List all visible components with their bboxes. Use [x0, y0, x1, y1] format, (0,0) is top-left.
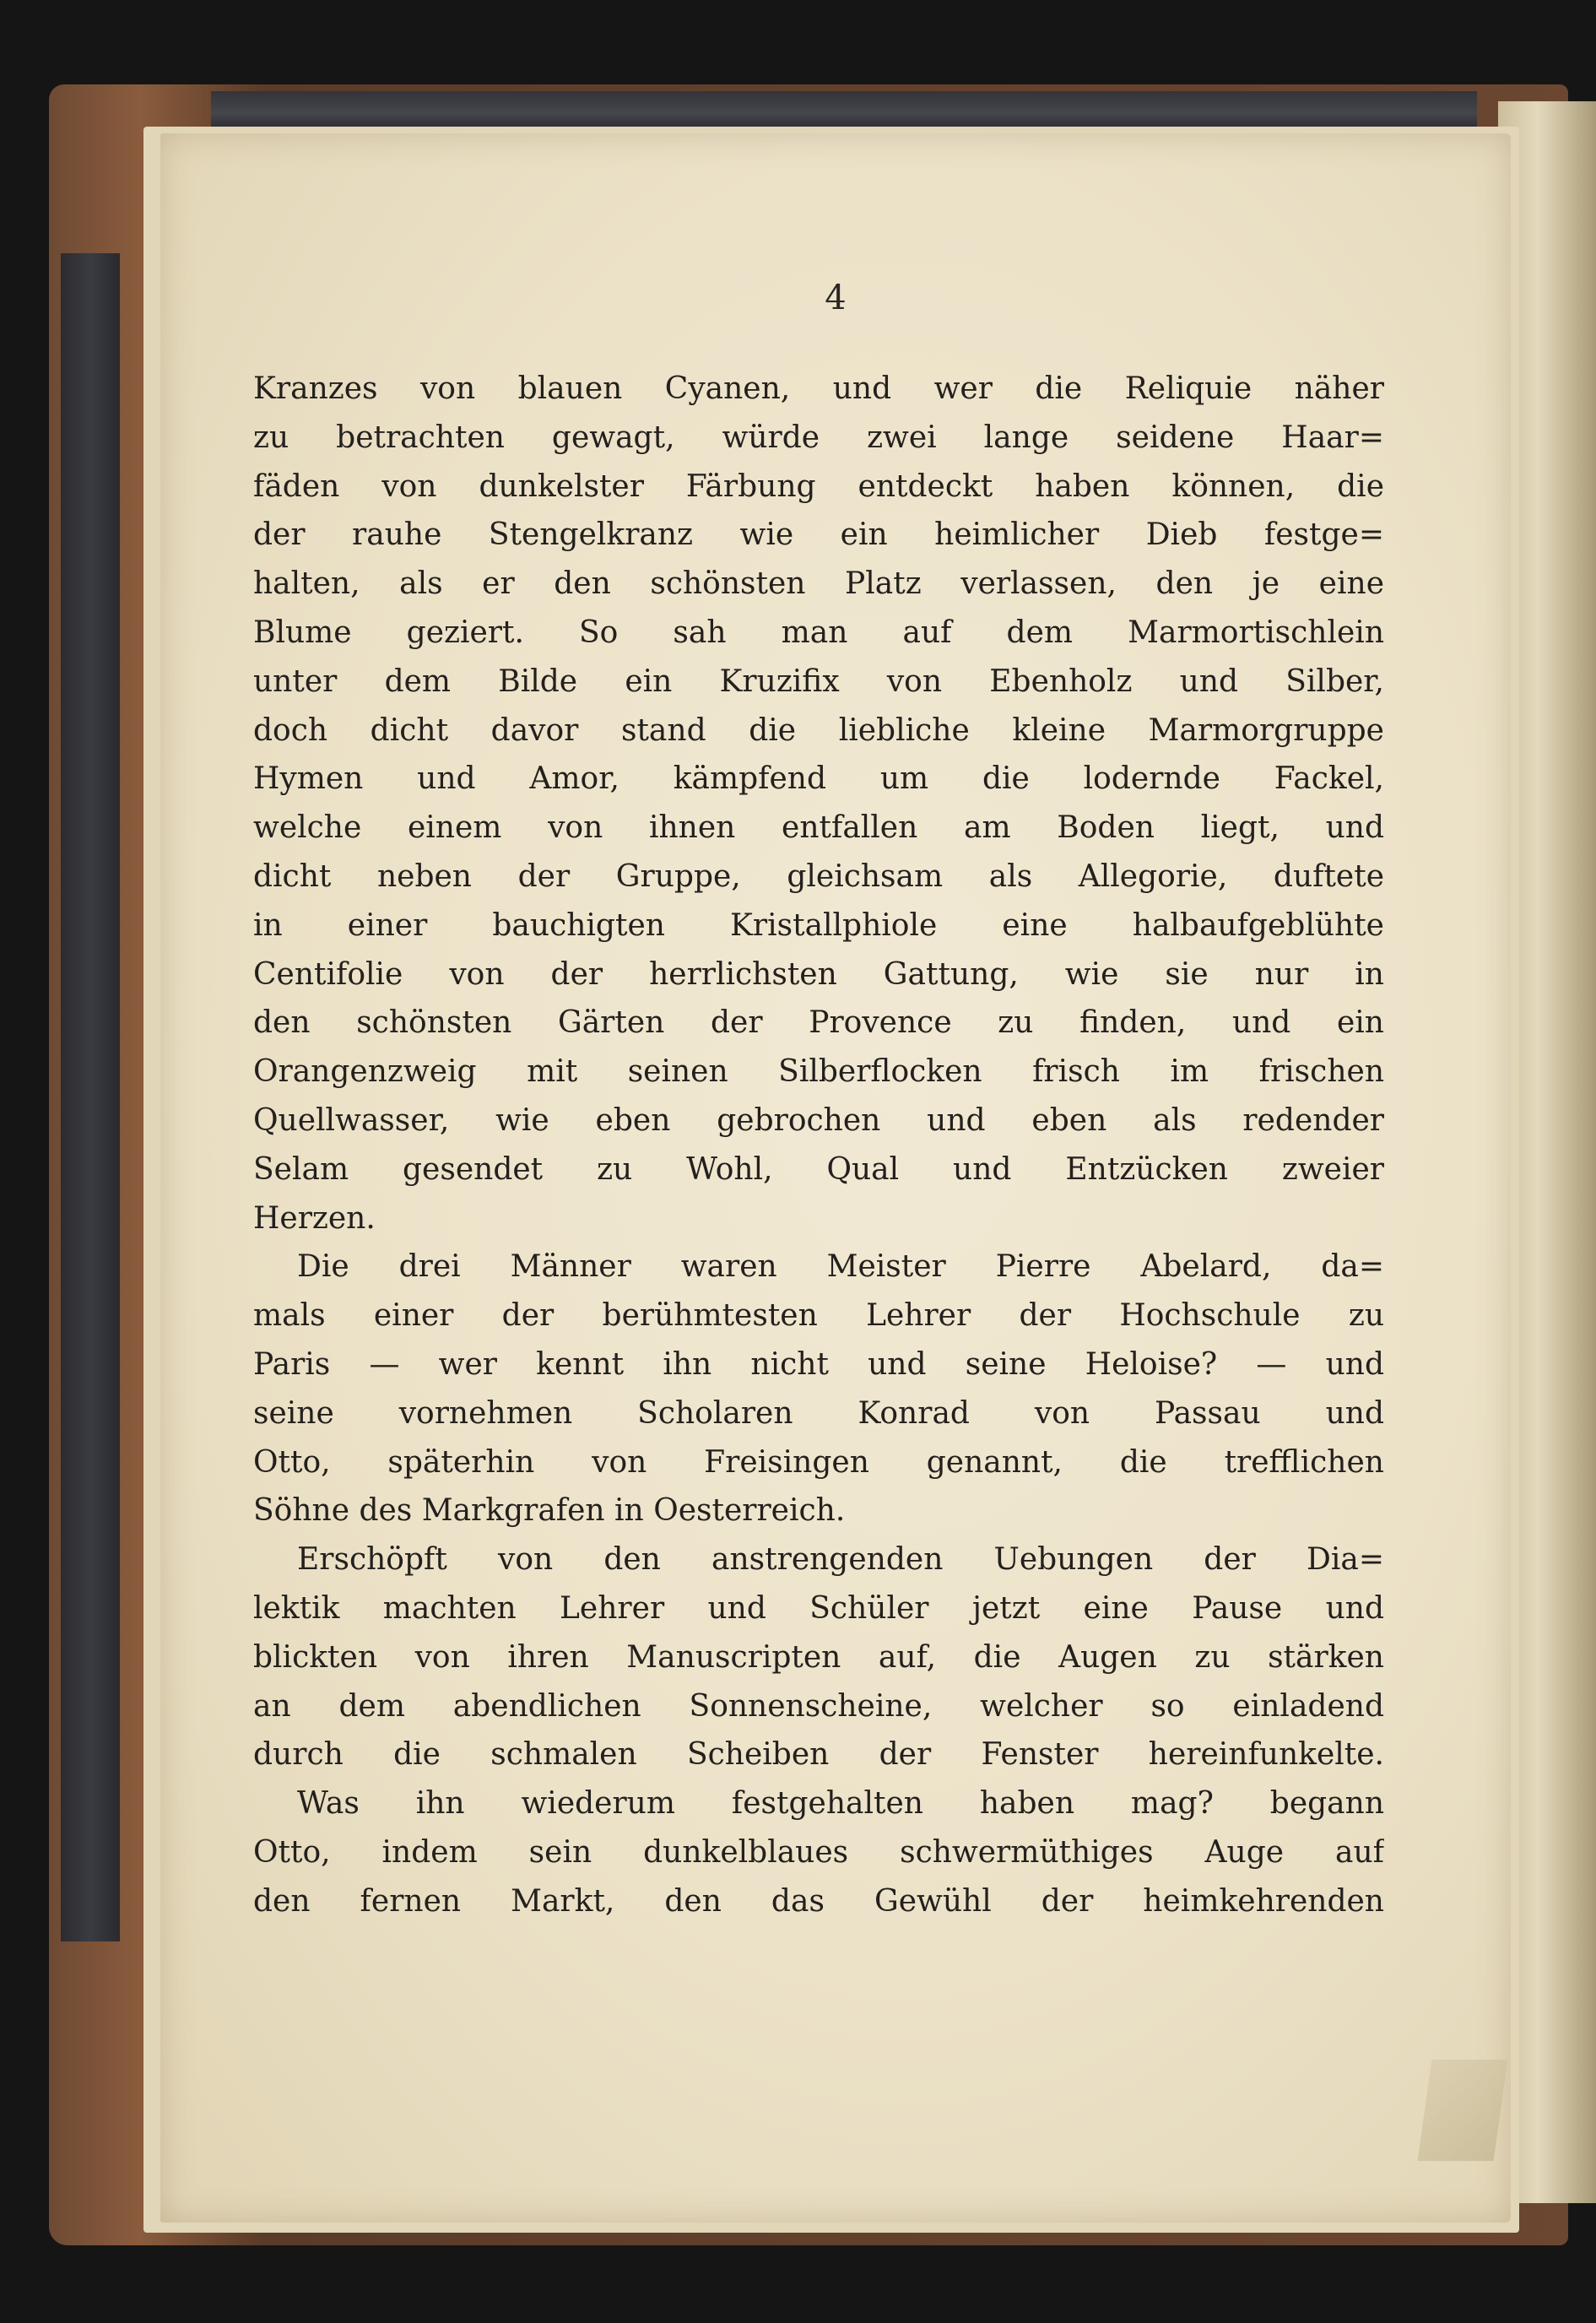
text-line: durch die schmalen Scheiben der Fenster hereinfunkelte.	[253, 1737, 1384, 1773]
page-text	[253, 365, 1384, 1926]
text-line: Selam gesendet zu Wohl, Qual und Entzücken zweier	[253, 1151, 1384, 1187]
text-line: welche einem von ihnen entfallen am Boden liegt, und	[253, 810, 1384, 846]
text-line: mals einer der berühmtesten Lehrer der Hochschule zu	[253, 1298, 1384, 1334]
text-line: Was ihn wiederum festgehalten haben mag? begann	[297, 1786, 1384, 1822]
text-line: in einer bauchigten Kristallphiole eine halbaufgeblühte	[253, 907, 1384, 943]
text-line: Quellwasser, wie eben gebrochen und eben als redender	[253, 1102, 1384, 1138]
folded-page-corner	[1418, 2060, 1508, 2161]
text-line: Orangenzweig mit seinen Silberflocken frisch im frischen	[253, 1054, 1384, 1090]
text-line: zu betrachten gewagt, würde zwei lange seidene Haar=	[253, 420, 1384, 455]
text-line: der rauhe Stengelkranz wie ein heimlicher Dieb festge=	[253, 517, 1384, 553]
text-line: Otto, indem sein dunkelblaues schwermüthiges Auge auf	[253, 1834, 1384, 1870]
text-line: lektik machten Lehrer und Schüler jetzt eine Pause und	[253, 1590, 1384, 1626]
text-line: Kranzes von blauen Cyanen, und wer die Reliquie näher	[253, 371, 1384, 406]
text-line: Die drei Männer waren Meister Pierre Abelard, da=	[297, 1249, 1384, 1285]
text-line: Herzen.	[253, 1200, 376, 1236]
text-line: Söhne des Markgrafen in Oesterreich.	[253, 1493, 846, 1529]
text-line: seine vornehmen Scholaren Konrad von Passau und	[253, 1395, 1384, 1431]
text-line: dicht neben der Gruppe, gleichsam als Allegorie, duftete	[253, 858, 1384, 894]
text-line: Centifolie von der herrlichsten Gattung, wie sie nur in	[253, 956, 1384, 992]
text-line: Erschöpft von den anstrengenden Uebungen der Dia=	[297, 1542, 1384, 1578]
cover-top-band	[211, 91, 1477, 128]
text-line: den schönsten Gärten der Provence zu finden, und ein	[253, 1005, 1384, 1041]
text-line: Hymen und Amor, kämpfend um die lodernde Fackel,	[253, 761, 1384, 797]
text-line: doch dicht davor stand die liebliche kleine Marmorgruppe	[253, 712, 1384, 748]
text-line: Paris — wer kennt ihn nicht und seine Heloise? — und	[253, 1346, 1384, 1382]
text-line: halten, als er den schönsten Platz verlassen, den je eine	[253, 566, 1384, 602]
cover-edge-strip	[61, 253, 120, 1941]
text-line: den fernen Markt, den das Gewühl der heimkehrenden	[253, 1883, 1384, 1919]
text-line: Otto, späterhin von Freisingen genannt, die trefflichen	[253, 1444, 1384, 1480]
text-line: an dem abendlichen Sonnenscheine, welcher so einladend	[253, 1688, 1384, 1724]
text-line: blickten von ihren Manuscripten auf, die Augen zu stärken	[253, 1639, 1384, 1675]
page-number: 4	[825, 279, 847, 317]
text-line: fäden von dunkelster Färbung entdeckt haben können, die	[253, 468, 1384, 504]
text-line: unter dem Bilde ein Kruzifix von Ebenholz und Silber,	[253, 663, 1384, 699]
text-line: Blume geziert. So sah man auf dem Marmortischlein	[253, 615, 1384, 650]
